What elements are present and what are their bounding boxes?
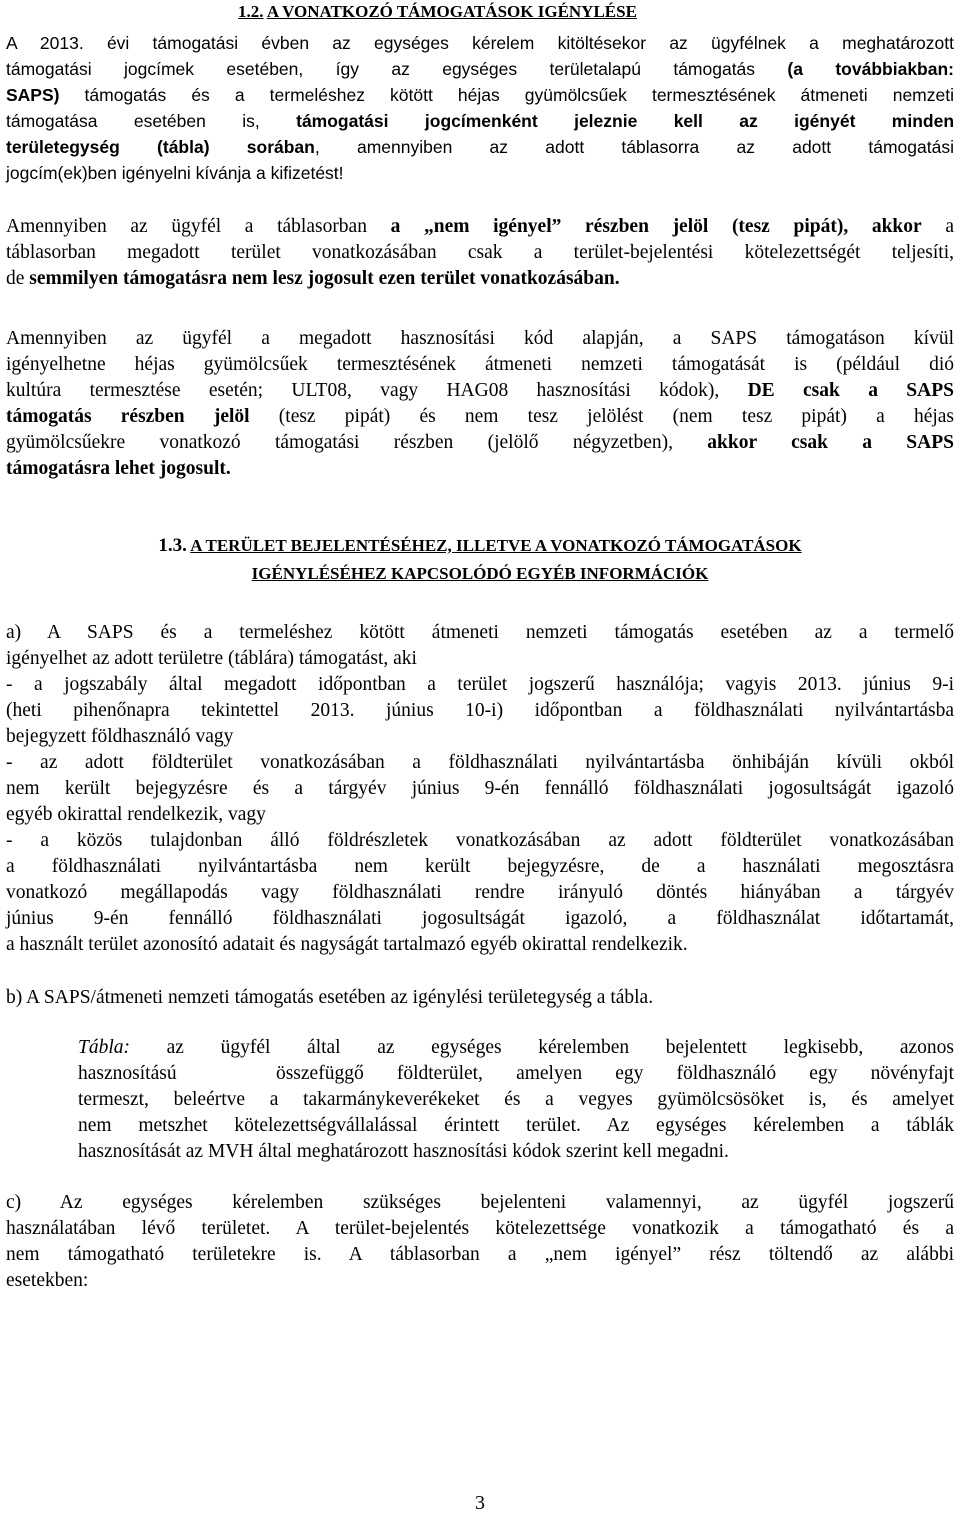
paragraph-line: területegység (tábla) sorában, amennyiben az adott táblasorra az adott támogatási bbox=[6, 137, 954, 157]
item-a-line: a) A SAPS és a termeléshez kötött átmeneti nemzeti támogatás esetében az a termelő bbox=[6, 622, 954, 643]
paragraph-line: A 2013. évi támogatási évben az egységes kérelem kitöltésekor az ügyfélnek a meghatározott bbox=[6, 33, 954, 53]
section-heading-1-3 bbox=[0, 532, 960, 560]
paragraph-line: igényelhetne héjas gyümölcsűek termesztésének átmeneti nemzeti támogatását is (például dió bbox=[6, 354, 954, 375]
section-title-line-2: IGÉNYLÉSÉHEZ KAPCSOLÓDÓ EGYÉB INFORMÁCIÓK bbox=[251, 564, 709, 583]
paragraph-line: kultúra termesztése esetén; ULT08, vagy HAG08 hasznosítási kódok), DE csak a SAPS bbox=[6, 380, 954, 401]
section-heading-1-2 bbox=[238, 0, 637, 24]
paragraph-line: de semmilyen támogatásra nem lesz jogosult ezen terület vonatkozásában. bbox=[6, 268, 620, 289]
item-a-line: - az adott földterület vonatkozásában a földhasználati nyilvántartásba önhibáján kívüli okból bbox=[6, 752, 954, 773]
item-c-line: esetekben: bbox=[6, 1270, 89, 1291]
paragraph-line: táblasorban megadott terület vonatkozásában csak a terület-bejelentési kötelezettségét teljesíti, bbox=[6, 242, 954, 263]
item-a-line: vonatkozó megállapodás vagy földhasználati rendre irányuló döntés hiányában a tárgyév bbox=[6, 882, 954, 903]
tabla-definition-line: hasznosítású összefüggő földterület, amelyen egy földhasználó egy növényfajt bbox=[78, 1063, 954, 1084]
tabla-term: Tábla: bbox=[78, 1037, 131, 1058]
section-title-line-1: A TERÜLET BEJELENTÉSÉHEZ, ILLETVE A VONATKOZÓ TÁMOGATÁSOK bbox=[190, 536, 802, 555]
paragraph-line: támogatás részben jelöl (tesz pipát) és nem tesz jelölést (nem tesz pipát) a héjas bbox=[6, 406, 955, 427]
item-c-line: használatában lévő területet. A terület-bejelentés kötelezettsége vonatkozik a támogatható és a bbox=[6, 1218, 954, 1239]
section-heading-1-3-line-2 bbox=[0, 560, 960, 588]
section-number: 1.2. bbox=[238, 2, 264, 21]
page-number: 3 bbox=[475, 1492, 485, 1514]
paragraph-line: támogatása esetében is, támogatási jogcímenként jeleznie kell az igényét minden bbox=[6, 111, 955, 131]
item-a-line: egyéb okirattal rendelkezik, vagy bbox=[6, 804, 266, 825]
paragraph-line: támogatási jogcímek esetében, így az egységes területalapú támogatás (a továbbiakban: bbox=[6, 59, 954, 79]
paragraph-line: SAPS) támogatás és a termeléshez kötött héjas gyümölcsűek termesztésének átmeneti nemzeti bbox=[6, 85, 954, 105]
paragraph-line: jogcím(ek)ben igényelni kívánja a kifizetést! bbox=[6, 163, 344, 183]
paragraph-line: gyümölcsűekre vonatkozó támogatási részben (jelölő négyzetben), akkor csak a SAPS bbox=[6, 432, 954, 453]
item-c-line: c) Az egységes kérelemben szükséges bejelenteni valamennyi, az ügyfél jogszerű bbox=[6, 1192, 954, 1213]
tabla-definition-line: termeszt, beleértve a takarmánykeverékeket és a vegyes gyümölcsösöket is, és amelyet bbox=[78, 1089, 954, 1110]
tabla-definition-line: Tábla: az ügyfél által az egységes kérelemben bejelentett legkisebb, azonos bbox=[78, 1037, 954, 1058]
item-a-line: a használt terület azonosító adatait és nagyságát tartalmazó egyéb okirattal rendelkezik. bbox=[6, 934, 688, 955]
section-number: 1.3. bbox=[158, 535, 187, 556]
item-b-line: b) A SAPS/átmeneti nemzeti támogatás esetében az igénylési területegység a tábla. bbox=[6, 987, 654, 1008]
tabla-definition-line: hasznosítását az MVH által meghatározott hasznosítási kódok szerint kell megadni. bbox=[78, 1141, 729, 1162]
item-a-line: bejegyzett földhasználó vagy bbox=[6, 726, 234, 747]
section-title: A VONATKOZÓ TÁMOGATÁSOK IGÉNYLÉSE bbox=[266, 2, 637, 21]
item-c-line: nem támogatható területekre is. A táblasorban a „nem igényel” rész töltendő az alábbi bbox=[6, 1244, 954, 1265]
paragraph-line: Amennyiben az ügyfél a megadott hasznosítási kód alapján, a SAPS támogatáson kívül bbox=[6, 328, 954, 349]
paragraph-line: támogatásra lehet jogosult. bbox=[6, 458, 231, 479]
paragraph-line: Amennyiben az ügyfél a táblasorban a „nem igényel” részben jelöl (tesz pipát), akkor a bbox=[6, 216, 954, 237]
item-a-line: nem került bejegyzésre és a tárgyév június 9-én fennálló földhasználati jogosultságát igazoló bbox=[6, 778, 954, 799]
item-a-line: (heti pihenőnapra tekintettel 2013. június 10-i) időpontban a földhasználati nyilvántartásba bbox=[6, 700, 954, 721]
item-a-line: igényelhet az adott területre (táblára) támogatást, aki bbox=[6, 648, 417, 669]
item-a-line: - a közös tulajdonban álló földrészletek vonatkozásában az adott földterület vonatkozásában bbox=[6, 830, 954, 851]
item-a-line: a földhasználati nyilvántartásba nem került bejegyzésre, de a használati megosztásra bbox=[6, 856, 954, 877]
tabla-definition-line: nem metszhet kötelezettségvállalással érintett terület. Az egységes kérelemben a táblák bbox=[78, 1115, 954, 1136]
item-a-line: - a jogszabály által megadott időpontban a terület jogszerű használója; vagyis 2013. június 9-i bbox=[6, 674, 954, 695]
item-a-line: június 9-én fennálló földhasználati jogosultságát igazoló, a földhasználat időtartamát, bbox=[6, 908, 954, 929]
